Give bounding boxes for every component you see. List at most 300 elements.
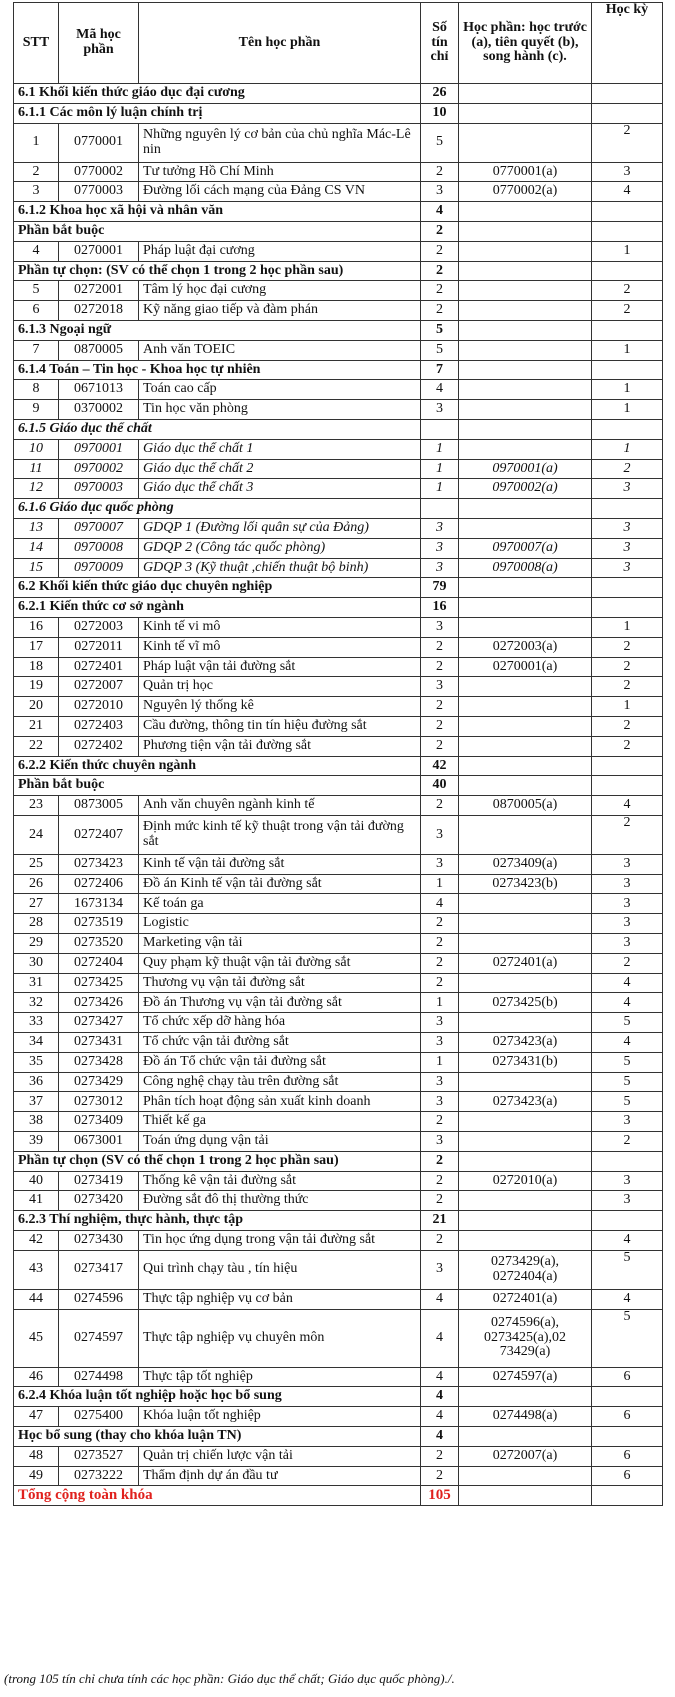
- course-prereq: [459, 400, 592, 420]
- empty-cell: [459, 1387, 592, 1407]
- empty-cell: [459, 221, 592, 241]
- course-name: Pháp luật vận tải đường sắt: [139, 657, 421, 677]
- empty-cell: [592, 202, 663, 222]
- section-title: 6.2.4 Khóa luận tốt nghiệp hoặc học bổ sung: [14, 1387, 421, 1407]
- header-row: [14, 3, 663, 84]
- course-prereq: [459, 1191, 592, 1211]
- course-credits: 2: [421, 1231, 459, 1251]
- table-row: [14, 558, 663, 578]
- course-semester: 4: [592, 973, 663, 993]
- course-semester: 3: [592, 538, 663, 558]
- course-credits: 1: [421, 439, 459, 459]
- table-row: [14, 1289, 663, 1309]
- course-code: 0274498: [59, 1367, 139, 1387]
- course-semester: 5: [592, 1072, 663, 1092]
- course-code: 0370002: [59, 400, 139, 420]
- course-name: Tổ chức vận tải đường sắt: [139, 1033, 421, 1053]
- table-row: [14, 677, 663, 697]
- course-stt: 1: [14, 123, 59, 162]
- course-name: Kinh tế vi mô: [139, 617, 421, 637]
- table-row: [14, 439, 663, 459]
- table-row: [14, 874, 663, 894]
- course-stt: 46: [14, 1367, 59, 1387]
- course-code: 0272011: [59, 637, 139, 657]
- course-code: 0970007: [59, 518, 139, 538]
- header-semester: Học kỳ: [592, 3, 663, 84]
- section-title: 6.1 Khối kiến thức giáo dục đại cương: [14, 84, 421, 104]
- course-name: Quản trị chiến lược vận tải: [139, 1446, 421, 1466]
- course-semester: 4: [592, 182, 663, 202]
- course-stt: 39: [14, 1132, 59, 1152]
- course-credits: 2: [421, 953, 459, 973]
- course-stt: 15: [14, 558, 59, 578]
- section-credits: 2: [421, 261, 459, 281]
- course-name: Qui trình chạy tàu , tín hiệu: [139, 1250, 421, 1289]
- course-code: 0272010: [59, 697, 139, 717]
- course-prereq: [459, 973, 592, 993]
- course-stt: 33: [14, 1013, 59, 1033]
- course-credits: 2: [421, 637, 459, 657]
- table-row: [14, 716, 663, 736]
- course-name: Định mức kinh tế kỹ thuật trong vận tải đường sắt: [139, 815, 421, 854]
- course-code: 0770001: [59, 123, 139, 162]
- course-stt: 25: [14, 854, 59, 874]
- section-credits: 2: [421, 221, 459, 241]
- course-semester: 1: [592, 439, 663, 459]
- course-semester: 1: [592, 241, 663, 261]
- course-code: 0970003: [59, 479, 139, 499]
- table-row: [14, 1052, 663, 1072]
- empty-cell: [459, 419, 592, 439]
- section-credits: 7: [421, 360, 459, 380]
- empty-cell: [459, 202, 592, 222]
- course-credits: 4: [421, 894, 459, 914]
- course-name: Thẩm định dự án đầu tư: [139, 1466, 421, 1486]
- course-prereq: [459, 281, 592, 301]
- course-name: Tổ chức xếp dỡ hàng hóa: [139, 1013, 421, 1033]
- section-row: [14, 499, 663, 519]
- section-title: 6.1.5 Giáo dục thể chất: [14, 419, 421, 439]
- course-credits: 4: [421, 1289, 459, 1309]
- course-prereq: [459, 1013, 592, 1033]
- empty-cell: [592, 1486, 663, 1506]
- course-prereq: 0970002(a): [459, 479, 592, 499]
- section-credits: 26: [421, 84, 459, 104]
- section-credits: 79: [421, 578, 459, 598]
- course-prereq: [459, 1112, 592, 1132]
- course-stt: 13: [14, 518, 59, 538]
- course-semester: 4: [592, 1231, 663, 1251]
- course-credits: 2: [421, 1171, 459, 1191]
- course-code: 0273519: [59, 914, 139, 934]
- section-credits: [421, 499, 459, 519]
- course-name: Đường sắt đô thị thường thức: [139, 1191, 421, 1211]
- course-credits: 3: [421, 1092, 459, 1112]
- course-stt: 3: [14, 182, 59, 202]
- course-name: Cầu đường, thông tin tín hiệu đường sắt: [139, 716, 421, 736]
- course-semester: 2: [592, 281, 663, 301]
- course-stt: 37: [14, 1092, 59, 1112]
- table-row: [14, 914, 663, 934]
- course-name: Quản trị học: [139, 677, 421, 697]
- section-credits: 2: [421, 1151, 459, 1171]
- course-code: 0273427: [59, 1013, 139, 1033]
- course-stt: 44: [14, 1289, 59, 1309]
- section-title: Phần tự chọn: (SV có thể chọn 1 trong 2 học phần sau): [14, 261, 421, 281]
- course-prereq: [459, 301, 592, 321]
- course-semester: 2: [592, 657, 663, 677]
- course-credits: 2: [421, 301, 459, 321]
- course-name: Tin học văn phòng: [139, 400, 421, 420]
- course-stt: 26: [14, 874, 59, 894]
- course-stt: 34: [14, 1033, 59, 1053]
- course-semester: 4: [592, 796, 663, 816]
- course-code: 0273409: [59, 1112, 139, 1132]
- empty-cell: [459, 320, 592, 340]
- course-code: 0770003: [59, 182, 139, 202]
- course-credits: 2: [421, 162, 459, 182]
- table-row: [14, 123, 663, 162]
- course-semester: 4: [592, 1289, 663, 1309]
- course-prereq: [459, 1072, 592, 1092]
- course-code: 0274597: [59, 1309, 139, 1367]
- course-credits: 2: [421, 736, 459, 756]
- course-prereq: 0970007(a): [459, 538, 592, 558]
- course-semester: 2: [592, 1132, 663, 1152]
- course-name: Giáo dục thể chất 2: [139, 459, 421, 479]
- course-stt: 49: [14, 1466, 59, 1486]
- course-semester: 3: [592, 162, 663, 182]
- course-name: Đồ án Kinh tế vận tải đường sắt: [139, 874, 421, 894]
- table-row: [14, 400, 663, 420]
- course-prereq: 0273409(a): [459, 854, 592, 874]
- course-prereq: [459, 815, 592, 854]
- course-credits: 3: [421, 182, 459, 202]
- course-stt: 12: [14, 479, 59, 499]
- course-code: 0272001: [59, 281, 139, 301]
- course-semester: 3: [592, 1112, 663, 1132]
- course-code: 0673001: [59, 1132, 139, 1152]
- course-credits: 2: [421, 1191, 459, 1211]
- course-prereq: 0273423(b): [459, 874, 592, 894]
- course-credits: 3: [421, 1072, 459, 1092]
- course-prereq: 0273431(b): [459, 1052, 592, 1072]
- total-row: [14, 1486, 663, 1506]
- course-prereq: [459, 340, 592, 360]
- empty-cell: [459, 84, 592, 104]
- course-name: Thực tập tốt nghiệp: [139, 1367, 421, 1387]
- course-prereq: [459, 617, 592, 637]
- course-stt: 40: [14, 1171, 59, 1191]
- course-semester: 2: [592, 953, 663, 973]
- course-prereq: [459, 439, 592, 459]
- course-stt: 7: [14, 340, 59, 360]
- course-semester: 3: [592, 914, 663, 934]
- course-credits: 3: [421, 518, 459, 538]
- header-prereq: Học phần: học trước (a), tiên quyết (b), song hành (c).: [459, 3, 592, 84]
- section-row: [14, 419, 663, 439]
- course-code: 0970009: [59, 558, 139, 578]
- section-title: 6.1.1 Các môn lý luận chính trị: [14, 103, 421, 123]
- course-prereq: 0770001(a): [459, 162, 592, 182]
- course-code: 0273419: [59, 1171, 139, 1191]
- empty-cell: [459, 756, 592, 776]
- course-code: 0273426: [59, 993, 139, 1013]
- empty-cell: [592, 103, 663, 123]
- table-row: [14, 538, 663, 558]
- course-semester: 4: [592, 993, 663, 1013]
- course-stt: 18: [14, 657, 59, 677]
- course-prereq: [459, 716, 592, 736]
- course-code: 0273420: [59, 1191, 139, 1211]
- course-stt: 24: [14, 815, 59, 854]
- course-semester: 3: [592, 518, 663, 538]
- course-semester: 5: [592, 1309, 663, 1367]
- course-prereq: [459, 518, 592, 538]
- course-semester: 2: [592, 301, 663, 321]
- course-name: Khóa luận tốt nghiệp: [139, 1407, 421, 1427]
- course-semester: 1: [592, 697, 663, 717]
- course-credits: 4: [421, 1407, 459, 1427]
- header-name: Tên học phần: [139, 3, 421, 84]
- section-row: [14, 84, 663, 104]
- course-semester: 2: [592, 677, 663, 697]
- course-name: Nguyên lý thống kê: [139, 697, 421, 717]
- course-code: 0273428: [59, 1052, 139, 1072]
- course-name: Tâm lý học đại cương: [139, 281, 421, 301]
- empty-cell: [459, 360, 592, 380]
- section-credits: 42: [421, 756, 459, 776]
- course-prereq: 0270001(a): [459, 657, 592, 677]
- empty-cell: [592, 776, 663, 796]
- course-stt: 45: [14, 1309, 59, 1367]
- course-code: 0273222: [59, 1466, 139, 1486]
- course-stt: 9: [14, 400, 59, 420]
- course-name: Quy phạm kỹ thuật vận tải đường sắt: [139, 953, 421, 973]
- course-code: 1673134: [59, 894, 139, 914]
- course-semester: 6: [592, 1407, 663, 1427]
- course-semester: 5: [592, 1052, 663, 1072]
- section-row: [14, 578, 663, 598]
- empty-cell: [459, 261, 592, 281]
- course-name: Những nguyên lý cơ bản của chủ nghĩa Mác-Lê nin: [139, 123, 421, 162]
- table-row: [14, 182, 663, 202]
- course-code: 0770002: [59, 162, 139, 182]
- table-row: [14, 1033, 663, 1053]
- section-credits: 4: [421, 1387, 459, 1407]
- empty-cell: [592, 419, 663, 439]
- table-row: [14, 697, 663, 717]
- course-prereq: 0970008(a): [459, 558, 592, 578]
- course-semester: 3: [592, 1171, 663, 1191]
- course-stt: 11: [14, 459, 59, 479]
- course-semester: 2: [592, 815, 663, 854]
- course-stt: 22: [14, 736, 59, 756]
- course-credits: 3: [421, 1013, 459, 1033]
- course-code: 0273425: [59, 973, 139, 993]
- course-semester: 2: [592, 123, 663, 162]
- section-row: [14, 103, 663, 123]
- course-prereq: [459, 736, 592, 756]
- course-stt: 23: [14, 796, 59, 816]
- empty-cell: [592, 261, 663, 281]
- table-row: [14, 1171, 663, 1191]
- table-row: [14, 637, 663, 657]
- section-title: 6.2.2 Kiến thức chuyên ngành: [14, 756, 421, 776]
- course-credits: 3: [421, 677, 459, 697]
- empty-cell: [459, 1427, 592, 1447]
- section-credits: 5: [421, 320, 459, 340]
- empty-cell: [459, 1211, 592, 1231]
- table-row: [14, 657, 663, 677]
- section-title: Phần bắt buộc: [14, 776, 421, 796]
- table-row: [14, 479, 663, 499]
- table-row: [14, 1112, 663, 1132]
- course-stt: 20: [14, 697, 59, 717]
- empty-cell: [592, 221, 663, 241]
- course-credits: 2: [421, 281, 459, 301]
- course-semester: 1: [592, 340, 663, 360]
- course-credits: 1: [421, 1052, 459, 1072]
- course-stt: 6: [14, 301, 59, 321]
- course-stt: 36: [14, 1072, 59, 1092]
- course-name: Đồ án Tổ chức vận tải đường sắt: [139, 1052, 421, 1072]
- course-prereq: 0274597(a): [459, 1367, 592, 1387]
- course-prereq: [459, 914, 592, 934]
- table-row: [14, 1407, 663, 1427]
- course-code: 0273417: [59, 1250, 139, 1289]
- section-row: [14, 776, 663, 796]
- course-semester: 2: [592, 637, 663, 657]
- course-prereq: 0272010(a): [459, 1171, 592, 1191]
- course-code: 0274596: [59, 1289, 139, 1309]
- table-row: [14, 815, 663, 854]
- course-prereq: 0274498(a): [459, 1407, 592, 1427]
- course-name: Logistic: [139, 914, 421, 934]
- empty-cell: [459, 578, 592, 598]
- empty-cell: [592, 1151, 663, 1171]
- course-stt: 43: [14, 1250, 59, 1289]
- course-name: Anh văn chuyên ngành kinh tế: [139, 796, 421, 816]
- course-stt: 21: [14, 716, 59, 736]
- course-name: Kỹ năng giao tiếp và đàm phán: [139, 301, 421, 321]
- course-name: Phương tiện vận tải đường sắt: [139, 736, 421, 756]
- table-row: [14, 1013, 663, 1033]
- course-credits: 2: [421, 973, 459, 993]
- course-stt: 32: [14, 993, 59, 1013]
- course-name: Kế toán ga: [139, 894, 421, 914]
- course-name: Kinh tế vận tải đường sắt: [139, 854, 421, 874]
- section-row: [14, 221, 663, 241]
- course-prereq: [459, 1231, 592, 1251]
- course-code: 0873005: [59, 796, 139, 816]
- table-row: [14, 1446, 663, 1466]
- header-credits: Số tín chỉ: [421, 3, 459, 84]
- course-credits: 2: [421, 796, 459, 816]
- course-code: 0275400: [59, 1407, 139, 1427]
- course-credits: 1: [421, 993, 459, 1013]
- course-code: 0272007: [59, 677, 139, 697]
- course-credits: 5: [421, 340, 459, 360]
- course-semester: 3: [592, 479, 663, 499]
- course-semester: 3: [592, 854, 663, 874]
- course-prereq: 0770002(a): [459, 182, 592, 202]
- course-code: 0970002: [59, 459, 139, 479]
- course-name: Marketing vận tải: [139, 934, 421, 954]
- course-credits: 3: [421, 538, 459, 558]
- course-code: 0272402: [59, 736, 139, 756]
- course-prereq: 0272003(a): [459, 637, 592, 657]
- course-name: Thiết kế ga: [139, 1112, 421, 1132]
- table-row: [14, 973, 663, 993]
- empty-cell: [592, 84, 663, 104]
- course-code: 0273012: [59, 1092, 139, 1112]
- section-title: 6.1.6 Giáo dục quốc phòng: [14, 499, 421, 519]
- course-stt: 19: [14, 677, 59, 697]
- course-prereq: [459, 677, 592, 697]
- section-row: [14, 1151, 663, 1171]
- course-name: GDQP 3 (Kỹ thuật ,chiến thuật bộ binh): [139, 558, 421, 578]
- course-credits: 1: [421, 874, 459, 894]
- table-row: [14, 1231, 663, 1251]
- course-semester: 3: [592, 874, 663, 894]
- empty-cell: [459, 776, 592, 796]
- section-credits: 16: [421, 598, 459, 618]
- empty-cell: [592, 320, 663, 340]
- course-name: Kinh tế vĩ mô: [139, 637, 421, 657]
- section-credits: 21: [421, 1211, 459, 1231]
- course-code: 0272018: [59, 301, 139, 321]
- header-code: Mã học phần: [59, 3, 139, 84]
- course-prereq: 0273425(b): [459, 993, 592, 1013]
- empty-cell: [592, 1427, 663, 1447]
- course-prereq: [459, 380, 592, 400]
- course-code: 0273429: [59, 1072, 139, 1092]
- course-prereq: [459, 1466, 592, 1486]
- table-row: [14, 1309, 663, 1367]
- course-credits: 3: [421, 1033, 459, 1053]
- empty-cell: [592, 499, 663, 519]
- section-title: 6.2 Khối kiến thức giáo dục chuyên nghiệp: [14, 578, 421, 598]
- course-name: GDQP 1 (Đường lối quân sự của Đảng): [139, 518, 421, 538]
- section-row: [14, 1427, 663, 1447]
- course-credits: 2: [421, 1112, 459, 1132]
- course-name: Toán ứng dụng vận tải: [139, 1132, 421, 1152]
- header-stt: STT: [14, 3, 59, 84]
- course-stt: 38: [14, 1112, 59, 1132]
- course-credits: 2: [421, 1446, 459, 1466]
- course-code: 0272403: [59, 716, 139, 736]
- course-name: Đồ án Thương vụ vận tải đường sắt: [139, 993, 421, 1013]
- section-credits: 10: [421, 103, 459, 123]
- table-row: [14, 854, 663, 874]
- empty-cell: [459, 1151, 592, 1171]
- course-credits: 3: [421, 400, 459, 420]
- course-prereq: 0272401(a): [459, 953, 592, 973]
- section-row: [14, 1387, 663, 1407]
- course-code: 0273423: [59, 854, 139, 874]
- section-title: 6.2.1 Kiến thức cơ sở ngành: [14, 598, 421, 618]
- empty-cell: [592, 598, 663, 618]
- course-credits: 2: [421, 1466, 459, 1486]
- course-stt: 10: [14, 439, 59, 459]
- table-row: [14, 1092, 663, 1112]
- course-name: Giáo dục thể chất 1: [139, 439, 421, 459]
- course-credits: 1: [421, 459, 459, 479]
- course-semester: 1: [592, 400, 663, 420]
- course-stt: 16: [14, 617, 59, 637]
- course-semester: 3: [592, 1191, 663, 1211]
